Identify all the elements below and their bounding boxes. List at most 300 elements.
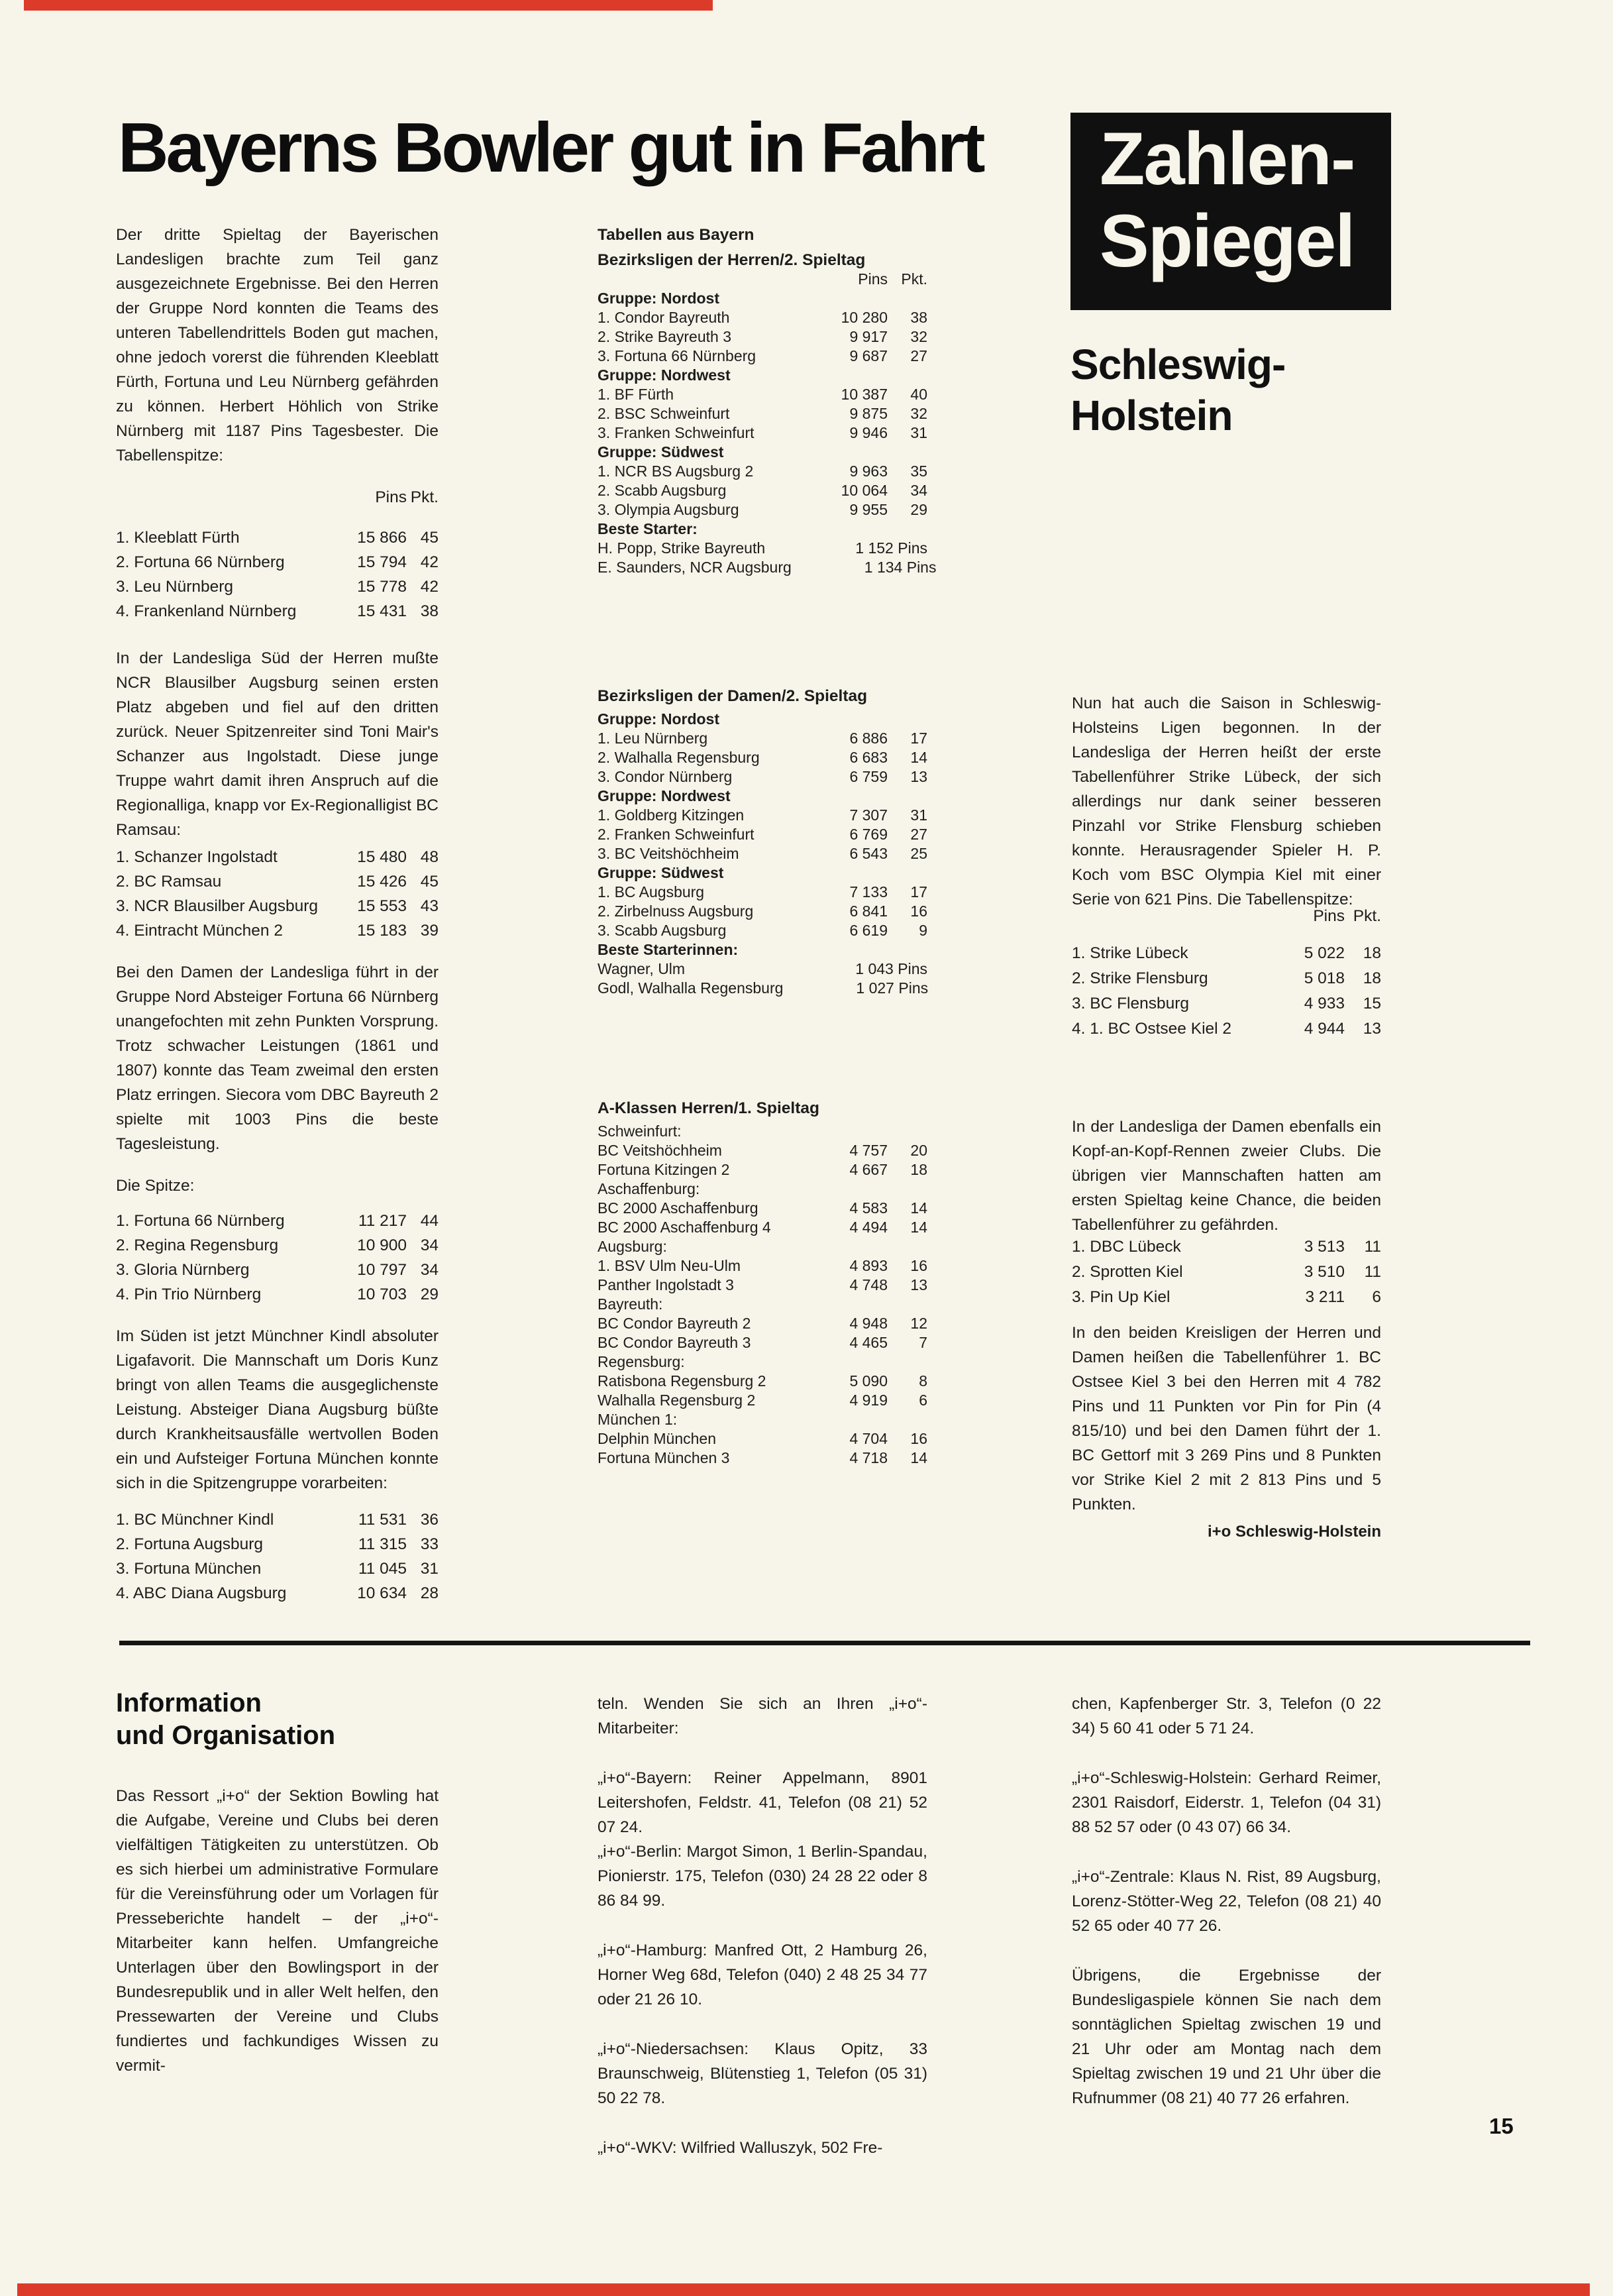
paragraph: Der dritte Spieltag der Bayerischen Landesligen brachte zum Teil ganz ausgezeichnete Ergebnisse. Bei den Herren der Gruppe Nord konnten die Teams des unteren Tabellendrittels Boden gut machen, ohne jedoch vorerst die führenden Kleeblatt Fürth, Fortuna und Leu Nürnberg gefährden zu können. Herbert Höhlich von Strike Nürnberg mit 1187 Pins Tagesbester. Die Tabellenspitze: xyxy=(116,226,439,465)
points-value: 7 xyxy=(919,1334,927,1351)
table-row xyxy=(598,921,927,940)
pins-value: 10 797 xyxy=(357,1261,407,1279)
pins-value: 10 280 xyxy=(841,309,888,326)
column-bayern-article xyxy=(116,223,439,1606)
table-row xyxy=(598,1141,927,1160)
table-row xyxy=(598,1122,927,1141)
table-row xyxy=(116,845,439,869)
paragraph: Im Süden ist jetzt Münchner Kindl absoluter Ligafavorit. Die Mannschaft um Doris Kunz bringt von allen Teams die ausgeglichenste Leistung. Absteiger Diana Augsburg büßte durch Krankheitsausfälle wertvollen Boden ein und Aufsteiger Fortuna München konnte sich in die Spitzengruppe vorarbeiten: xyxy=(116,1327,439,1492)
top-red-bar xyxy=(24,0,713,11)
team-name: BC Condor Bayreuth 3 xyxy=(598,1334,751,1351)
points-value xyxy=(888,443,927,462)
page-number: 15 xyxy=(1489,2114,1514,2138)
points-value xyxy=(888,289,927,308)
team-name: 2. Fortuna 66 Nürnberg xyxy=(116,553,285,571)
points-value: 18 xyxy=(1363,969,1381,987)
schleswig-holstein-heading xyxy=(1070,339,1285,441)
points-value: 18 xyxy=(1363,944,1381,962)
team-name: 4. Eintracht München 2 xyxy=(116,922,283,940)
team-name: 2. BSC Schweinfurt xyxy=(598,405,730,422)
pins-value: 15 866 xyxy=(357,529,407,547)
team-name: Godl, Walhalla Regensburg xyxy=(598,979,784,997)
bottom-red-bar xyxy=(17,2283,1590,2296)
pins-value: 11 531 xyxy=(358,1511,407,1529)
pins-value xyxy=(815,1295,888,1314)
team-name: Fortuna München 3 xyxy=(598,1449,730,1466)
points-value: 27 xyxy=(910,347,927,364)
pins-value: 3 513 xyxy=(1304,1238,1345,1256)
points-value: 1 043 Pins xyxy=(855,960,927,977)
team-name: 3. BC Flensburg xyxy=(1072,995,1190,1012)
pins-value xyxy=(815,1122,888,1141)
pins-value: 10 634 xyxy=(357,1584,407,1602)
table-row xyxy=(116,869,439,894)
points-value xyxy=(888,863,927,883)
points-value: 34 xyxy=(420,1261,439,1279)
team-name: Schweinfurt: xyxy=(598,1122,682,1140)
paragraph: In der Landesliga Süd der Herren mußte NCR Blausilber Augsburg seinen ersten Platz abgeben und fiel auf den dritten zurück. Neuer Spitzenreiter sind Toni Mair's Schanzer aus Ingolstadt. Diese junge Truppe wahrt damit ihren Anspruch auf die Regionalliga, knapp vor Ex-Regionalligist BC Ramsau: xyxy=(116,649,439,839)
table-row xyxy=(116,1233,439,1258)
team-name: 1. BC Münchner Kindl xyxy=(116,1511,274,1529)
contact-paragraph: teln. Wenden Sie sich an Ihren „i+o“-Mitarbeiter: xyxy=(598,1695,927,1737)
pins-value: 4 893 xyxy=(849,1257,888,1274)
team-name: Walhalla Regensburg 2 xyxy=(598,1392,756,1409)
table-row xyxy=(598,959,927,979)
table-row xyxy=(1072,1260,1381,1285)
info-org-column-2 xyxy=(598,1692,927,2160)
pins-value: 4 933 xyxy=(1304,995,1345,1012)
points-value xyxy=(888,1352,927,1372)
table-row xyxy=(598,979,927,998)
points-value: 35 xyxy=(910,463,927,480)
table-row xyxy=(598,1314,927,1333)
pins-value: 4 494 xyxy=(849,1219,888,1236)
spacer xyxy=(1072,904,1267,929)
points-value: 11 xyxy=(1364,1238,1381,1256)
team-name: 1. Goldberg Kitzingen xyxy=(598,806,745,824)
team-name: Gruppe: Nordost xyxy=(598,710,719,728)
pins-value: 15 431 xyxy=(357,602,407,620)
points-value: 32 xyxy=(910,405,927,422)
points-value: 1 134 Pins xyxy=(864,559,937,576)
points-value: 8 xyxy=(919,1372,927,1390)
team-name: 2. Zirbelnuss Augsburg xyxy=(598,902,754,920)
pins-value: 11 045 xyxy=(358,1560,407,1578)
table-row xyxy=(116,1507,439,1532)
team-name: Gruppe: Südwest xyxy=(598,443,724,461)
standings-table-damen-nord xyxy=(116,1209,439,1307)
points-value: 14 xyxy=(910,1199,927,1217)
pins-value: 10 900 xyxy=(357,1236,407,1254)
team-name: 1. Kleeblatt Fürth xyxy=(116,529,240,547)
points-value: 38 xyxy=(420,602,439,620)
team-name: 3. NCR Blausilber Augsburg xyxy=(116,897,319,915)
team-name: 2. BC Ramsau xyxy=(116,873,222,891)
team-name: BC 2000 Aschaffenburg xyxy=(598,1199,758,1217)
points-value xyxy=(888,710,927,729)
contact-paragraph: „i+o“-Schleswig-Holstein: Gerhard Reimer, 2301 Raisdorf, Eiderstr. 1, Telefon (04 31) 88 52 57 oder (0 43 07) 66 34. xyxy=(1072,1769,1381,1836)
pins-value: 9 917 xyxy=(849,328,888,345)
section-subheading: Bezirksligen der Herren/2. Spieltag xyxy=(598,251,866,269)
team-name: 3. Fortuna 66 Nürnberg xyxy=(598,347,756,364)
points-value xyxy=(888,1237,927,1256)
team-name: Beste Starterinnen: xyxy=(598,941,739,958)
column-bayern-tables-herren xyxy=(598,225,937,577)
team-name: 1. Strike Lübeck xyxy=(1072,944,1188,962)
points-value: 6 xyxy=(919,1392,927,1409)
table-row xyxy=(116,1258,439,1282)
pins-value: 4 583 xyxy=(849,1199,888,1217)
pins-value: 4 919 xyxy=(849,1392,888,1409)
table-row xyxy=(598,308,927,327)
points-value: 13 xyxy=(910,1276,927,1293)
pins-value: 9 955 xyxy=(849,501,888,518)
info-org-heading xyxy=(116,1687,439,1752)
points-value: 14 xyxy=(910,749,927,766)
pins-value: 15 778 xyxy=(357,578,407,596)
team-name: 4. Frankenland Nürnberg xyxy=(116,602,297,620)
table-row xyxy=(116,550,439,574)
team-name: BC Veitshöchheim xyxy=(598,1142,722,1159)
heading-line: Holstein xyxy=(1070,392,1233,439)
table-row xyxy=(1072,1285,1381,1310)
points-value xyxy=(888,787,927,806)
points-value: 27 xyxy=(910,826,927,843)
table-row xyxy=(598,863,927,883)
pins-value: 5 022 xyxy=(1304,944,1345,962)
pins-value: 6 759 xyxy=(849,768,888,785)
contact-paragraph: „i+o“-Bayern: Reiner Appelmann, 8901 Leitershofen, Feldstr. 41, Telefon (08 21) 52 07 24. xyxy=(598,1769,927,1836)
pins-column-header: Pins xyxy=(1313,907,1345,925)
points-value: 15 xyxy=(1363,995,1381,1012)
table-row xyxy=(598,519,927,539)
team-name: Beste Starter: xyxy=(598,520,698,537)
table-row xyxy=(598,462,927,481)
table-row xyxy=(598,1237,927,1256)
table-row xyxy=(116,1282,439,1307)
team-name: 4. ABC Diana Augsburg xyxy=(116,1584,287,1602)
table-row xyxy=(598,767,927,787)
pins-value xyxy=(815,710,888,729)
team-name: 2. Strike Bayreuth 3 xyxy=(598,328,731,345)
points-value: 1 152 Pins xyxy=(855,539,927,557)
standings-table-damen-sued xyxy=(116,1507,439,1606)
points-value xyxy=(888,1410,927,1429)
points-value: 20 xyxy=(910,1142,927,1159)
team-name: 2. Strike Flensburg xyxy=(1072,969,1208,987)
points-value: 14 xyxy=(910,1449,927,1466)
team-name: 3. Condor Nürnberg xyxy=(598,768,733,785)
pins-value: 10 703 xyxy=(357,1285,407,1303)
table-row xyxy=(116,1209,439,1233)
table-row xyxy=(598,825,927,844)
paragraph: In der Landesliga der Damen ebenfalls ein Kopf-an-Kopf-Rennen zweier Clubs. Die übrigen vier Mannschaften hatten am ersten Spieltag keine Chance, die beiden Tabellenführer zu gefährden. xyxy=(1072,1118,1381,1234)
team-name: 1. Leu Nürnberg xyxy=(598,730,708,747)
points-value: 9 xyxy=(919,922,927,939)
team-name: Wagner, Ulm xyxy=(598,960,686,977)
table-row xyxy=(598,1256,927,1276)
heading-line: Information xyxy=(116,1688,262,1718)
column-bayern-tables-damen xyxy=(598,686,927,998)
pins-value xyxy=(815,1237,888,1256)
pins-value: 4 757 xyxy=(849,1142,888,1159)
team-name: 3. Scabb Augsburg xyxy=(598,922,727,939)
team-name: 4. 1. BC Ostsee Kiel 2 xyxy=(1072,1020,1232,1038)
section-subheading: Bezirksligen der Damen/2. Spieltag xyxy=(598,687,868,705)
table-row xyxy=(598,327,927,347)
author-signoff: i+o Schleswig-Holstein xyxy=(1207,1523,1381,1541)
heading-line: und Organisation xyxy=(116,1721,336,1750)
pins-column-header: Pins xyxy=(375,488,407,506)
table-row xyxy=(598,423,927,443)
table-row xyxy=(598,558,937,577)
team-name: 1. BSV Ulm Neu-Ulm xyxy=(598,1257,741,1274)
pins-value xyxy=(782,539,855,558)
points-value: 16 xyxy=(910,1257,927,1274)
column-bayern-tables-aklassen xyxy=(598,1099,927,1468)
pins-value: 6 543 xyxy=(849,845,888,862)
points-value: 45 xyxy=(420,529,439,547)
aklassen-herren-table xyxy=(598,1122,927,1468)
pins-value: 9 946 xyxy=(849,424,888,441)
table-row xyxy=(116,1557,439,1581)
table-row xyxy=(598,404,927,423)
points-value: 31 xyxy=(420,1560,439,1578)
table-row xyxy=(598,787,927,806)
table-row xyxy=(598,443,927,462)
table-row xyxy=(598,1391,927,1410)
team-name: Aschaffenburg: xyxy=(598,1180,700,1197)
points-value: 31 xyxy=(910,424,927,441)
table-row xyxy=(598,1160,927,1179)
team-name: Panther Ingolstadt 3 xyxy=(598,1276,734,1293)
table-row xyxy=(116,894,439,918)
zahlen-spiegel-line: Zahlen- xyxy=(1100,117,1355,200)
table-row xyxy=(1072,991,1381,1016)
spacer xyxy=(598,270,815,289)
bezirksligen-damen-table xyxy=(598,710,927,998)
table-row xyxy=(598,806,927,825)
pins-value xyxy=(815,289,888,308)
pins-value: 7 133 xyxy=(849,883,888,901)
pins-value: 6 886 xyxy=(849,730,888,747)
table-row xyxy=(598,940,927,959)
contact-paragraph: Übrigens, die Ergebnisse der Bundesligaspiele können Sie nach dem sonntäglichen Spieltag zwischen 19 und 21 Uhr oder am Montag nach dem Spieltag zwischen 19 und 21 Uhr über die Rufnummer (08 21) 40 77 26 erfahren. xyxy=(1072,1967,1381,2107)
table-row xyxy=(598,748,927,767)
landesliga-damen-table xyxy=(1072,1234,1381,1310)
spitze-label: Die Spitze: xyxy=(116,1177,195,1195)
spacer xyxy=(116,485,329,510)
table-row xyxy=(116,599,439,624)
team-name: BC Condor Bayreuth 2 xyxy=(598,1315,751,1332)
points-value: 31 xyxy=(910,806,927,824)
team-name: E. Saunders, NCR Augsburg xyxy=(598,559,792,576)
team-name: 3. Olympia Augsburg xyxy=(598,501,739,518)
table-row xyxy=(598,729,927,748)
points-value: 29 xyxy=(420,1285,439,1303)
pins-value xyxy=(815,863,888,883)
pins-value: 4 948 xyxy=(849,1315,888,1332)
pins-value: 5 090 xyxy=(849,1372,888,1390)
pins-value: 4 704 xyxy=(849,1430,888,1447)
pins-value xyxy=(815,940,888,959)
pins-value xyxy=(783,979,856,998)
pins-value: 9 875 xyxy=(849,405,888,422)
team-name: H. Popp, Strike Bayreuth xyxy=(598,539,766,557)
paragraph: Das Ressort „i+o“ der Sektion Bowling hat die Aufgabe, Vereine und Clubs bei deren vielfältigen Tätigkeiten zu unterstützen. Ob es sich hierbei um administrative Formulare für die Vereinsführung oder um Vorlagen für Presseberichte handelt – der „i+o“-Mitarbeiter kann helfen. Umfangreiche Unterlagen über den Bowlingsport in der Bundesrepublik und in aller Welt helfen, den Pressewarten der Vereine und Clubs fundiertes und fachkundiges Wissen zu vermit- xyxy=(116,1787,439,2075)
pins-value: 15 794 xyxy=(357,553,407,571)
pins-value: 15 183 xyxy=(357,922,407,940)
pins-value: 3 510 xyxy=(1304,1263,1345,1281)
pins-value: 4 944 xyxy=(1304,1020,1345,1038)
team-name: Ratisbona Regensburg 2 xyxy=(598,1372,766,1390)
team-name: Bayreuth: xyxy=(598,1295,663,1313)
points-value: 44 xyxy=(420,1212,439,1230)
team-name: 2. Scabb Augsburg xyxy=(598,482,727,499)
team-name: Regensburg: xyxy=(598,1353,685,1370)
table-row xyxy=(1072,1016,1381,1042)
pins-value xyxy=(815,443,888,462)
table-row xyxy=(1072,941,1381,966)
points-value xyxy=(888,519,927,539)
points-value xyxy=(888,940,927,959)
table-row xyxy=(116,918,439,943)
contact-paragraph: „i+o“-Hamburg: Manfred Ott, 2 Hamburg 26, Horner Weg 68d, Telefon (040) 2 48 25 34 77 oder 21 26 10. xyxy=(598,1941,927,2008)
team-name: 3. Gloria Nürnberg xyxy=(116,1261,250,1279)
points-value xyxy=(888,366,927,385)
table-row xyxy=(598,500,927,519)
points-value: 17 xyxy=(910,730,927,747)
contact-paragraph: „i+o“-Niedersachsen: Klaus Opitz, 33 Braunschweig, Blütenstieg 1, Telefon (05 31) 50 22 78. xyxy=(598,2040,927,2107)
table-row xyxy=(598,1179,927,1199)
team-name: 1. NCR BS Augsburg 2 xyxy=(598,463,754,480)
pins-value xyxy=(815,366,888,385)
points-value: 32 xyxy=(910,328,927,345)
points-value: 42 xyxy=(420,553,439,571)
pins-value xyxy=(815,519,888,539)
points-value: 34 xyxy=(420,1236,439,1254)
table-row xyxy=(598,1276,927,1295)
team-name: 1. DBC Lübeck xyxy=(1072,1238,1181,1256)
team-name: 1. Schanzer Ingolstadt xyxy=(116,848,278,866)
section-divider-rule xyxy=(119,1641,1530,1645)
table-row xyxy=(598,347,927,366)
points-value xyxy=(888,1122,927,1141)
pins-value: 10 387 xyxy=(841,386,888,403)
points-value: 39 xyxy=(420,922,439,940)
standings-table-landesliga-nord-herren xyxy=(116,525,439,624)
pins-value: 6 683 xyxy=(849,749,888,766)
pins-value: 4 667 xyxy=(849,1161,888,1178)
pkt-column-header: Pkt. xyxy=(901,270,927,288)
points-value: 13 xyxy=(1363,1020,1381,1038)
pins-value: 9 963 xyxy=(849,463,888,480)
pins-value: 15 553 xyxy=(357,897,407,915)
table-row xyxy=(1072,1234,1381,1260)
pins-value: 4 465 xyxy=(849,1334,888,1351)
table-row xyxy=(598,539,927,558)
team-name: Gruppe: Südwest xyxy=(598,864,724,881)
section-heading: Tabellen aus Bayern xyxy=(598,226,754,244)
team-name: 2. Fortuna Augsburg xyxy=(116,1535,264,1553)
pins-value: 4 718 xyxy=(849,1449,888,1466)
bezirksligen-herren-table xyxy=(598,289,937,577)
points-value: 6 xyxy=(1372,1288,1381,1306)
pins-value: 9 687 xyxy=(849,347,888,364)
contact-paragraph: „i+o“-WKV: Wilfried Walluszyk, 502 Fre- xyxy=(598,2139,883,2157)
table-row xyxy=(598,1352,927,1372)
table-row xyxy=(598,1449,927,1468)
team-name: Augsburg: xyxy=(598,1238,667,1255)
contact-paragraph: „i+o“-Zentrale: Klaus N. Rist, 89 Augsburg, Lorenz-Stötter-Weg 22, Telefon (08 21) 40 52 65 oder 40 77 26. xyxy=(1072,1868,1381,1935)
pins-value: 11 217 xyxy=(358,1212,407,1230)
team-name: 4. Pin Trio Nürnberg xyxy=(116,1285,262,1303)
pins-value xyxy=(782,959,855,979)
pins-value: 6 619 xyxy=(849,922,888,939)
info-org-column-3 xyxy=(1072,1692,1381,2110)
team-name: Gruppe: Nordost xyxy=(598,290,719,307)
pkt-column-header: Pkt. xyxy=(1353,907,1381,925)
zahlen-spiegel-box xyxy=(1070,113,1391,310)
points-value: 25 xyxy=(910,845,927,862)
pins-value: 6 769 xyxy=(849,826,888,843)
standings-table-landesliga-sued-herren xyxy=(116,845,439,943)
pins-value xyxy=(815,1352,888,1372)
points-value: 38 xyxy=(910,309,927,326)
table-row xyxy=(598,1372,927,1391)
points-value: 11 xyxy=(1364,1263,1381,1281)
points-value: 13 xyxy=(910,768,927,785)
team-name: München 1: xyxy=(598,1411,678,1428)
table-header xyxy=(1072,904,1381,929)
team-name: 3. Leu Nürnberg xyxy=(116,578,234,596)
table-row xyxy=(598,1295,927,1314)
pins-value xyxy=(792,558,864,577)
pins-value xyxy=(815,787,888,806)
table-header xyxy=(116,485,439,510)
points-value: 33 xyxy=(420,1535,439,1553)
contact-paragraph: chen, Kapfenberger Str. 3, Telefon (0 22 34) 5 60 41 oder 5 71 24. xyxy=(1072,1695,1381,1737)
table-row xyxy=(598,1199,927,1218)
team-name: 2. Sprotten Kiel xyxy=(1072,1263,1183,1281)
info-org-column-1 xyxy=(116,1687,439,2078)
points-value: 18 xyxy=(910,1161,927,1178)
table-row xyxy=(598,1429,927,1449)
points-value: 34 xyxy=(910,482,927,499)
points-value: 42 xyxy=(420,578,439,596)
team-name: 2. Walhalla Regensburg xyxy=(598,749,760,766)
points-value xyxy=(888,1179,927,1199)
pins-value: 4 748 xyxy=(849,1276,888,1293)
table-row xyxy=(598,1218,927,1237)
paragraph: Bei den Damen der Landesliga führt in der Gruppe Nord Absteiger Fortuna 66 Nürnberg unangefochten mit zehn Punkten Vorsprung. Trotz schwacher Leistungen (1861 und 1807) konnte das Team zweimal den ersten Platz erringen. Siecora vom DBC Bayreuth 2 spielte mit 1003 Pins die beste Tagesleistung. xyxy=(116,963,439,1153)
pins-value: 11 315 xyxy=(358,1535,407,1553)
pins-value: 3 211 xyxy=(1305,1288,1345,1306)
team-name: 3. BC Veitshöchheim xyxy=(598,845,739,862)
pins-value: 5 018 xyxy=(1304,969,1345,987)
article-title: Bayerns Bowler gut in Fahrt xyxy=(118,109,983,187)
landesliga-herren-table xyxy=(1072,941,1381,1042)
points-value xyxy=(888,1295,927,1314)
team-name: 1. BC Augsburg xyxy=(598,883,705,901)
column-schleswig-holstein xyxy=(1072,691,1381,1560)
zahlen-spiegel-line: Spiegel xyxy=(1100,199,1355,282)
team-name: Gruppe: Nordwest xyxy=(598,366,731,384)
team-name: 3. Fortuna München xyxy=(116,1560,262,1578)
table-row xyxy=(598,844,927,863)
table-row xyxy=(598,366,927,385)
table-row xyxy=(116,1532,439,1557)
